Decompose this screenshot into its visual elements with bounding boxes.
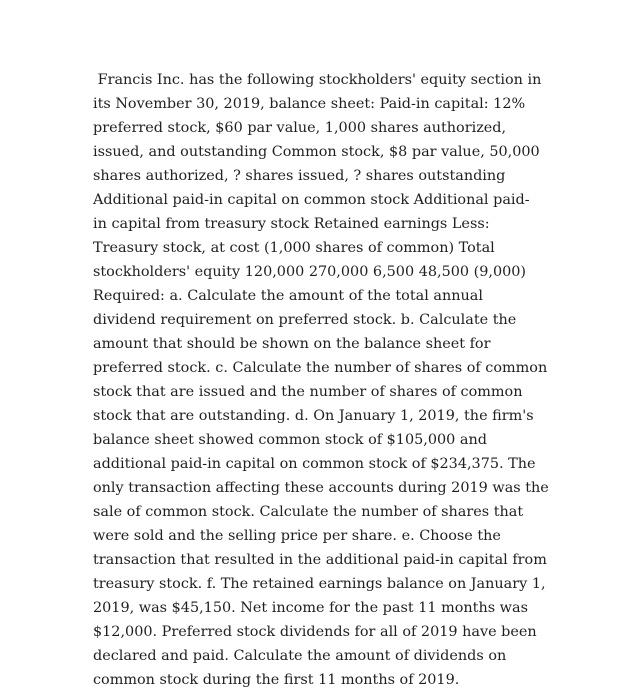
question-text: Francis Inc. has the following stockholders' equity section in its November 30, 2019, balance sheet: Paid-in capital: 12% preferred stock, $60 par value, 1,000 shares authorized, issued, and outstanding Common stock, $8 par value, 50,000 shares authorized, ? shares issued, ? shares outstanding Additional paid-in capital on common stock Additional paid- in capital from treasury stock Retained earnings Less: Treasury stock, at cost (1,000 shares of common) Total stockholders' equity 120,000 270,000 6,500 48,500 (9,000) Required: a. Calculate the amount of the total annual dividend requirement on preferred stock. b. Calculate the amount that should be shown on the balance sheet for preferred stock. c. Calculate the number of shares of common stock that are issued and the number of shares of common stock that are outstanding. d. On January 1, 2019, the firm's balance sheet showed common stock of $105,000 and additional paid-in capital on common stock of $234,375. The only transaction affecting these accounts during 2019 was the sale of common stock. Calculate the number of shares that were sold and the selling price per share. e. Choose the transaction that resulted in the additional paid-in capital from treasury stock. f. The retained earnings balance on January 1, 2019, was $45,150. Net income for the past 11 months was $12,000. Preferred stock dividends for all of 2019 have been declared and paid. Calculate the amount of dividends on common stock during the first 11 months of 2019. bbox=[93, 72, 549, 688]
